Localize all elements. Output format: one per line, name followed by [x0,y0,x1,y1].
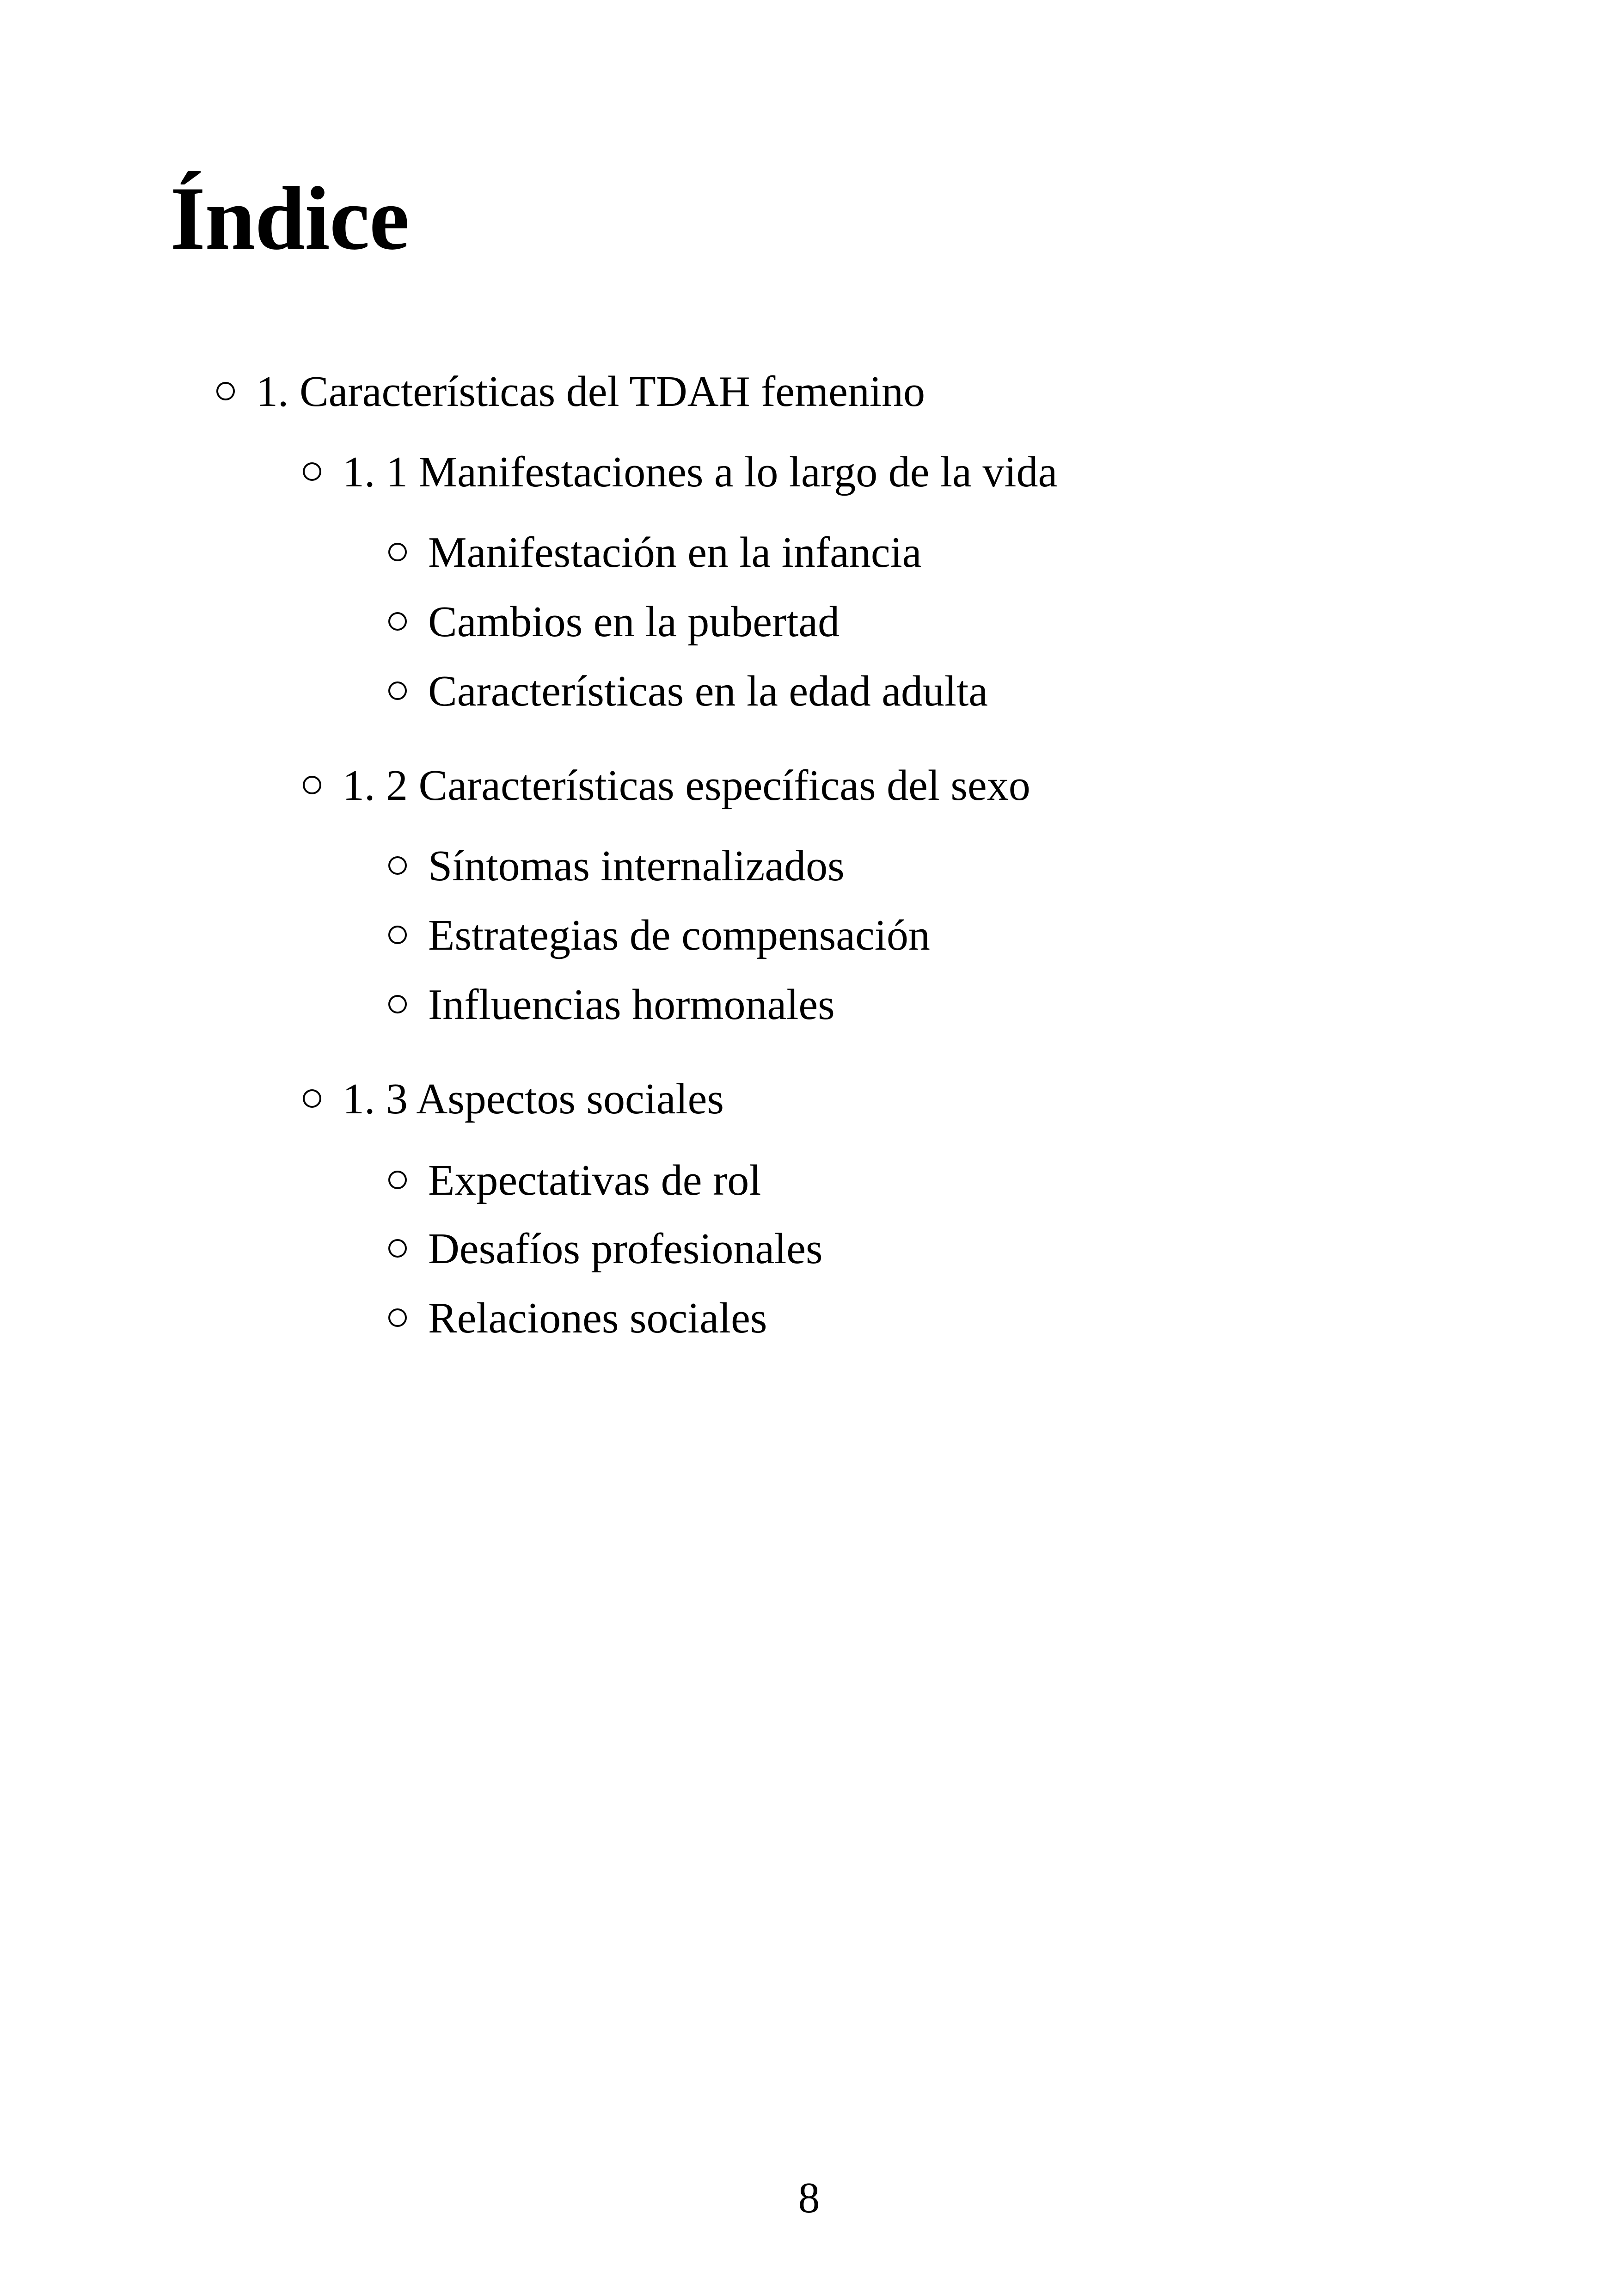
toc-item [388,528,922,577]
toc-item-label: Influencias hormonales [428,981,835,1029]
toc-item-label: Cambios en la pubertad [428,598,840,646]
toc-subsection-1-1 [303,450,1057,494]
toc-subsection-label: 1. 1 Manifestaciones a lo largo de la vida [343,448,1058,496]
toc-item-label: Estrategias de compensación [428,911,930,959]
toc-item [388,1156,761,1204]
circle-bullet-icon [388,995,407,1013]
page-number: 8 [798,2174,820,2222]
toc-item [388,669,988,713]
toc-subsection-1-3 [303,1077,724,1121]
toc-item [388,1227,823,1271]
circle-bullet-icon [388,1308,407,1327]
circle-bullet-icon [303,1089,321,1108]
toc-item-label: Desafíos profesionales [428,1225,823,1273]
toc-item-label: Relaciones sociales [428,1294,767,1342]
page-title: Índice [170,168,409,269]
toc-item-label: Síntomas internalizados [428,842,845,890]
toc-item [388,981,835,1029]
toc-item [388,1296,767,1340]
circle-bullet-icon [303,462,321,481]
toc-item-label: Características en la edad adulta [428,667,988,715]
toc-subsection-label: 1. 2 Características específicas del sexo [343,761,1030,810]
toc-subsection-label: 1. 3 Aspectos sociales [343,1075,724,1123]
circle-bullet-icon [388,856,407,875]
circle-bullet-icon [388,1239,407,1258]
circle-bullet-icon [388,1171,407,1189]
toc-section-label: 1. Características del TDAH femenino [256,368,925,416]
circle-bullet-icon [388,926,407,944]
toc-item [388,600,840,644]
toc-item [388,911,930,959]
toc-section-1 [216,368,925,416]
circle-bullet-icon [216,382,235,400]
circle-bullet-icon [388,612,407,631]
toc-item-label: Expectativas de rol [428,1156,761,1204]
circle-bullet-icon [303,776,321,794]
toc-subsection-1-2 [303,761,1030,810]
circle-bullet-icon [388,681,407,700]
circle-bullet-icon [388,543,407,561]
toc-item [388,844,845,888]
toc-item-label: Manifestación en la infancia [428,528,922,577]
